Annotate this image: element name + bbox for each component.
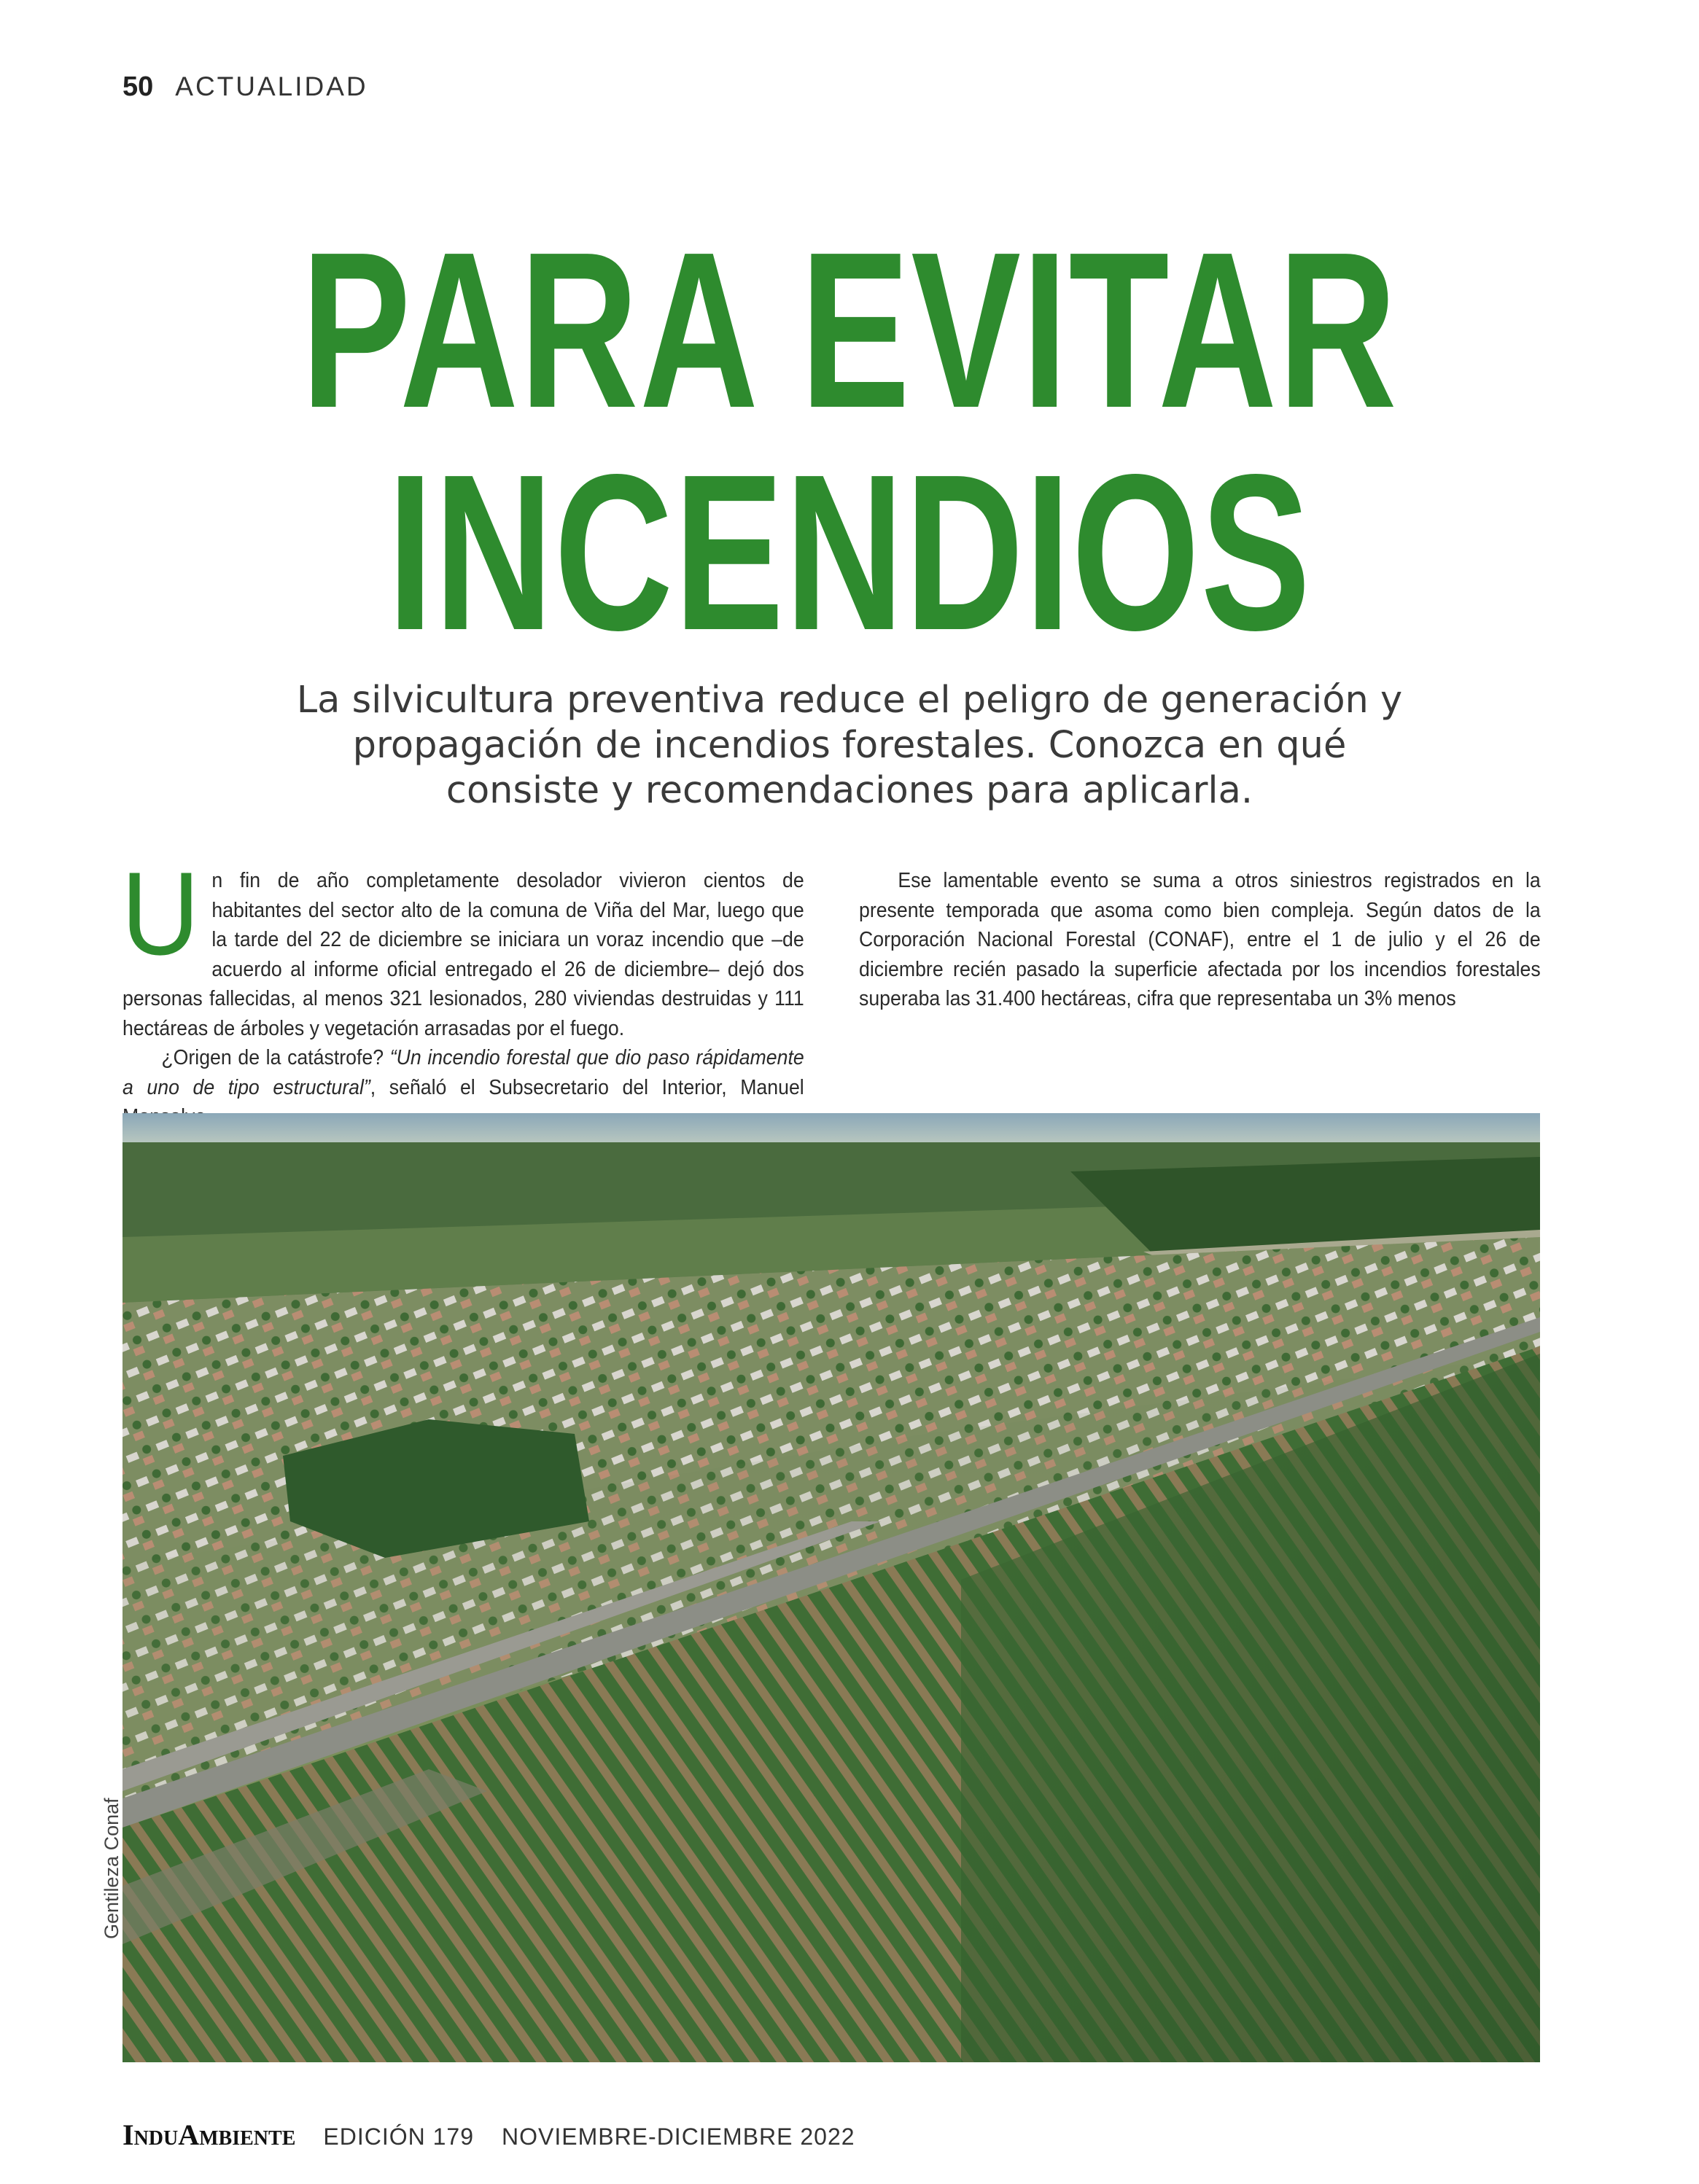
dropcap: U: [121, 848, 200, 980]
paragraph-2-end: , señaló el Subsecretario del Interior, Manuel: [370, 1075, 804, 1099]
article-column-right: [859, 866, 1541, 1014]
subtitle: La silvicultura preventiva reduce el peligro de generación y propagación de incendios forestales. Conozca en qué consiste y recomendaciones para aplicarla.: [296, 679, 1403, 812]
paragraph-2-quote: “Un incendio forestal que dio paso rápidamente a uno de tipo estructural”: [123, 1046, 804, 1099]
paragraph-2-start: ¿Origen de la catástrofe?: [161, 1046, 390, 1069]
headline-line-2: INCENDIOS: [387, 428, 1312, 676]
footer-date: NOVIEMBRE-DICIEMBRE 2022: [502, 2123, 855, 2150]
section-label: ACTUALIDAD: [175, 71, 368, 101]
aerial-photo: [123, 1113, 1540, 2062]
brand-logo: InduAmbiente: [123, 2118, 296, 2151]
aerial-photo-illustration: [123, 1113, 1540, 2062]
page-number: 50: [123, 71, 154, 102]
article-column-left: [121, 848, 804, 1132]
page-footer: [123, 2118, 855, 2152]
headline: [221, 206, 1478, 676]
article-paragraph-3: Ese lamentable evento se suma a otros siniestros registrados en la presente temporada que asoma como bien compleja. Según datos de la Corporación Nacional Forestal (CONAF), entre el 1 de julio y el 26 de diciembre recién pasado la superficie afectada por los incendios forestales superaba las 31.400 hectáreas, cifra que representaba un 3% menos: [859, 869, 1541, 1010]
footer-edition: EDICIÓN 179: [323, 2123, 474, 2150]
article-paragraph-1: [121, 848, 804, 1043]
headline-line-1: PARA EVITAR: [300, 206, 1399, 454]
paragraph-1-text: n fin de año completamente desolador vivieron cientos de habitantes del sector alto de la comuna de Viña del Mar, luego que la tarde del 22 de diciembre se iniciara un voraz incendio que –de acuerdo al informe oficial entregado el 26 de diciembre– dejó dos personas fallecidas, al menos 321 lesionados, 280 viviendas destruidas y 111 hectáreas de árboles y vegetación arrasadas por el fuego.: [123, 869, 804, 1040]
page-header: [123, 71, 368, 103]
photo-credit: Gentileza Conaf: [101, 1798, 123, 1939]
